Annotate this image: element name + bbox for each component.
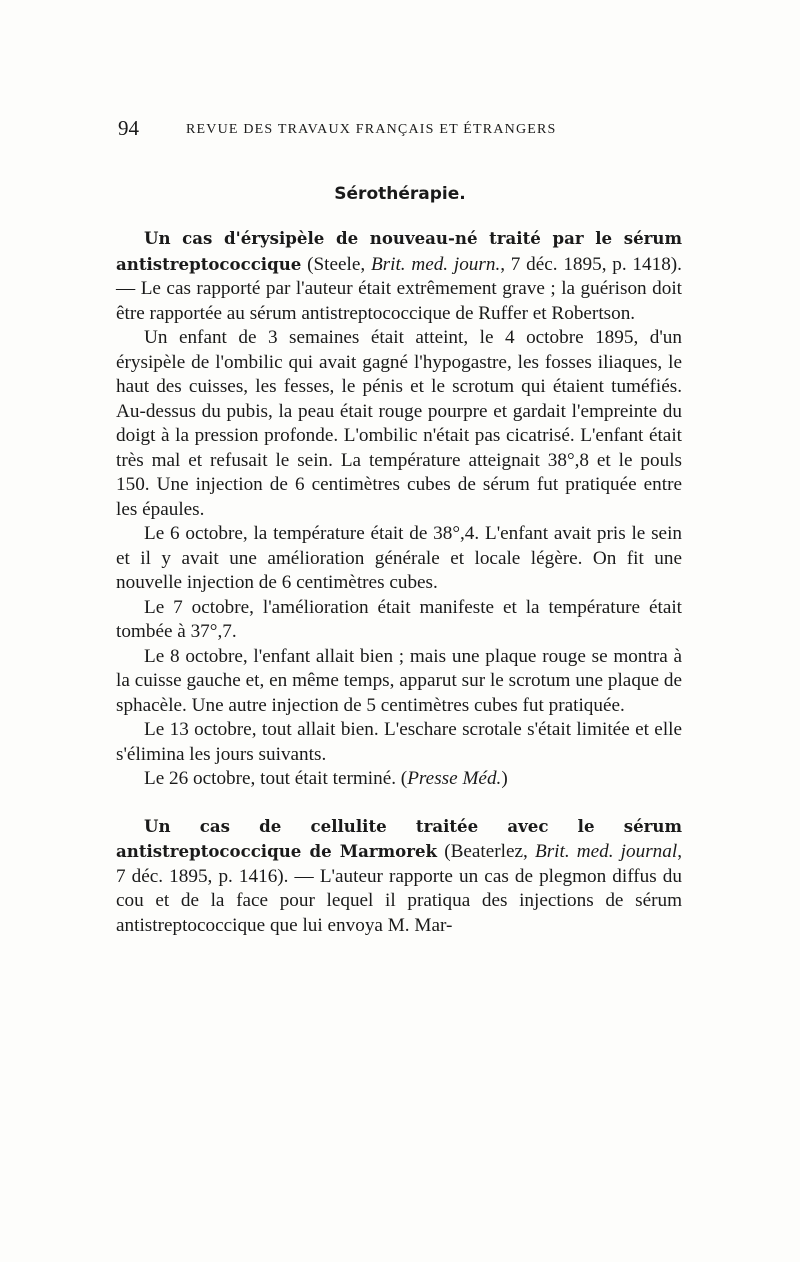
article-1-paragraph: Un enfant de 3 semaines était atteint, le 4 octobre 1895, d'un érysipèle de l'ombilic qui avait gagné l'hypogastre, les fosses iliaques, le haut des cuisses, les fesses, le pénis et le scrotum qui étaient tuméfiés. Au-dessus du pubis, la peau était rouge pourpre et gardait l'empreinte du doigt à la pression profonde. L'ombilic n'était pas cicatrisé. L'enfant était très mal et refusait le sein. La température atteignait 38°,8 et le pouls 150. Une injection de 6 centimètres cubes de sérum fut pratiquée entre les épaules. [116, 327, 682, 520]
article-1-conclusion-text: Le 26 octobre, tout était terminé. ( [144, 768, 408, 789]
article-1-citation-close: , 7 déc. 1895, p. 1418). — Le cas rapporté par l'auteur était extrêmement grave ; la guérison doit être rapportée au sérum antistreptococcique de Ruffer et Robertson. [116, 253, 682, 324]
article-2-citation-close: , 7 déc. 1895, p. 1416). — L'auteur rapporte un cas de plegmon diffus du cou et de la face pour lequel il pratiqua des injections de sérum antistreptococcique que lui envoya M. Mar- [116, 841, 682, 936]
page-header [118, 116, 688, 142]
article-1-journal: Brit. med. journ. [370, 253, 501, 275]
article-2-intro [116, 814, 682, 939]
article-1-paragraph: Le 7 octobre, l'amélioration était manifeste et la température était tombée à 37°,7. [116, 596, 682, 642]
article-1-intro [116, 226, 682, 326]
article-1-paragraph: Le 6 octobre, la température était de 38°,4. L'enfant avait pris le sein et il y avait une amélioration générale et locale légère. On fit une nouvelle injection de 6 centimètres cubes. [116, 523, 682, 593]
article-1-source: Presse Méd. [407, 768, 502, 789]
running-head: REVUE DES TRAVAUX FRANÇAIS ET ÉTRANGERS [186, 122, 557, 137]
article-body [116, 226, 682, 938]
article-2-journal: Brit. med. journal [534, 841, 678, 862]
article-2-title: Un cas de cellulite traitée avec le sérum antistreptococcique de Marmorek [116, 815, 682, 861]
article-1-conclusion [116, 767, 682, 792]
article-1-citation-open: (Steele, [301, 253, 371, 275]
article-separator [116, 792, 682, 814]
article-1-title: Un cas d'érysipèle de nouveau-né traité par le sérum antistreptococcique [116, 228, 682, 274]
article-1-paragraph: Le 13 octobre, tout allait bien. L'eschare scrotale s'était limitée et elle s'élimina les jours suivants. [116, 719, 682, 765]
article-1-paragraph: Le 8 octobre, l'enfant allait bien ; mais une plaque rouge se montra à la cuisse gauche et, en même temps, apparut sur le scrotum une plaque de sphacèle. Une autre injection de 5 centimètres cubes fut pratiquée. [116, 645, 682, 716]
article-2-citation-open: (Beaterlez, [437, 841, 535, 862]
article-1-source-close: ) [501, 768, 508, 789]
page-number: 94 [118, 116, 139, 140]
section-title: Sérothérapie. [334, 184, 466, 204]
